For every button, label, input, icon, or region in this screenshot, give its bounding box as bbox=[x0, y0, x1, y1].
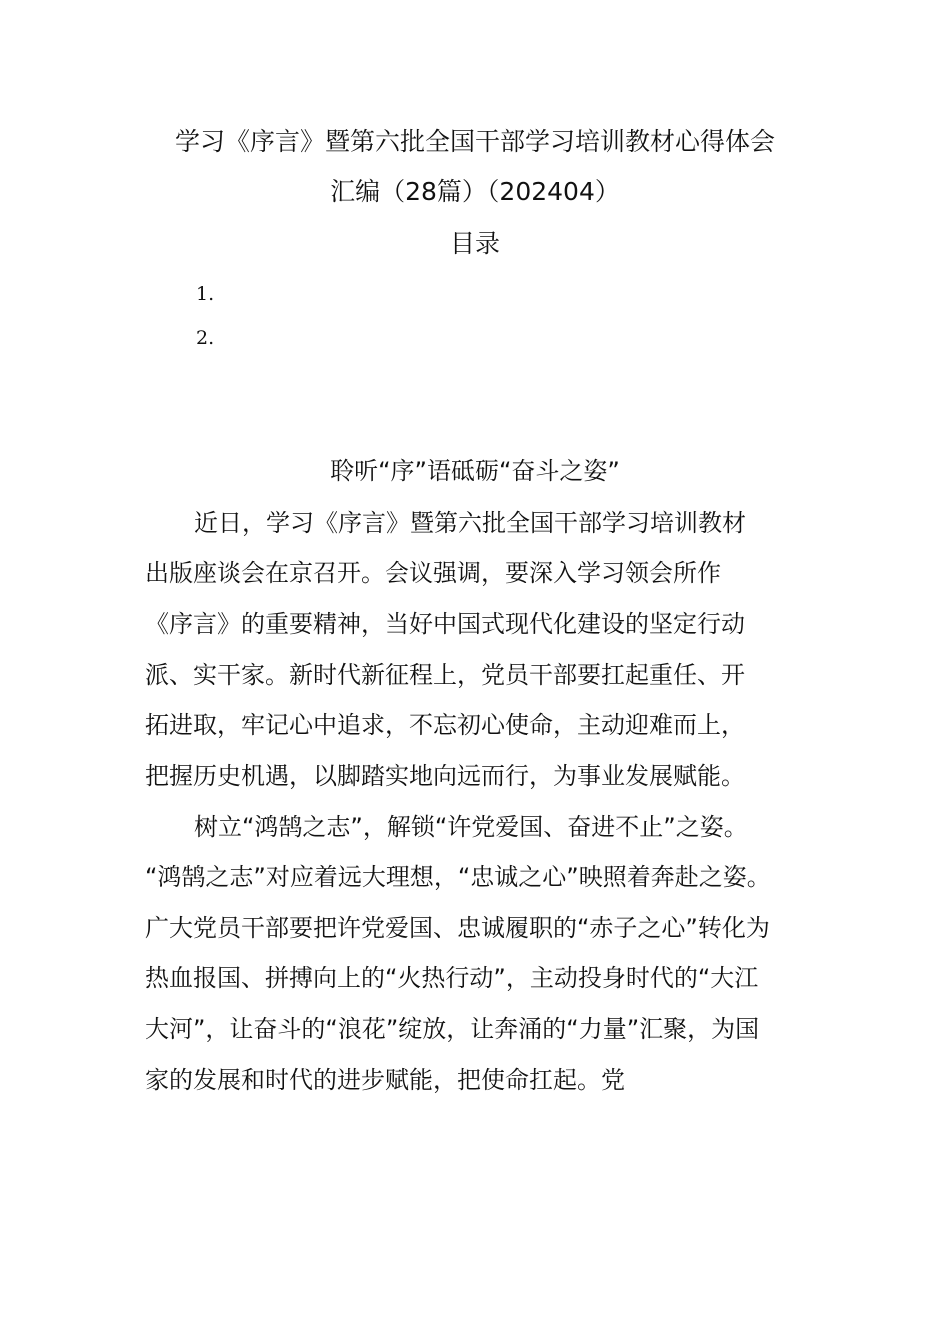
document-title-line-2: 汇编（28篇）（202404） bbox=[330, 177, 620, 206]
body-line: 热血报国、拼搏向上的“火热行动”，主动投身时代的“大江 bbox=[145, 964, 759, 992]
article-title: 聆听“序”语砥砺“奋斗之姿” bbox=[330, 457, 620, 485]
body-line: “鸿鹄之志”对应着远大理想，“忠诚之心”映照着奔赴之姿。 bbox=[145, 863, 771, 891]
document-title-line-1: 学习《序言》暨第六批全国干部学习培训教材心得体会 bbox=[174, 127, 775, 156]
body-line: 家的发展和时代的进步赋能，把使命扛起。党 bbox=[145, 1066, 625, 1094]
body-line: 出版座谈会在京召开。会议强调，要深入学习领会所作 bbox=[145, 559, 721, 587]
body-line: 拓进取，牢记心中追求，不忘初心使命，主动迎难而上， bbox=[145, 711, 745, 739]
body-line: 广大党员干部要把许党爱国、忠诚履职的“赤子之心”转化为 bbox=[145, 914, 770, 942]
body-line: 树立“鸿鹄之志”，解锁“许党爱国、奋进不止”之姿。 bbox=[194, 813, 748, 841]
toc-item-1: 1. bbox=[196, 283, 215, 305]
body-line: 大河”，让奋斗的“浪花”绽放，让奔涌的“力量”汇聚，为国 bbox=[145, 1015, 760, 1043]
toc-item-2: 2. bbox=[196, 327, 215, 349]
body-line: 《序言》的重要精神，当好中国式现代化建设的坚定行动 bbox=[145, 610, 745, 638]
toc-heading: 目录 bbox=[449, 229, 500, 258]
body-line: 派、实干家。新时代新征程上，党员干部要扛起重任、开 bbox=[145, 661, 745, 689]
body-line: 把握历史机遇，以脚踏实地向远而行，为事业发展赋能。 bbox=[145, 762, 745, 790]
body-line: 近日，学习《序言》暨第六批全国干部学习培训教材 bbox=[194, 509, 746, 537]
